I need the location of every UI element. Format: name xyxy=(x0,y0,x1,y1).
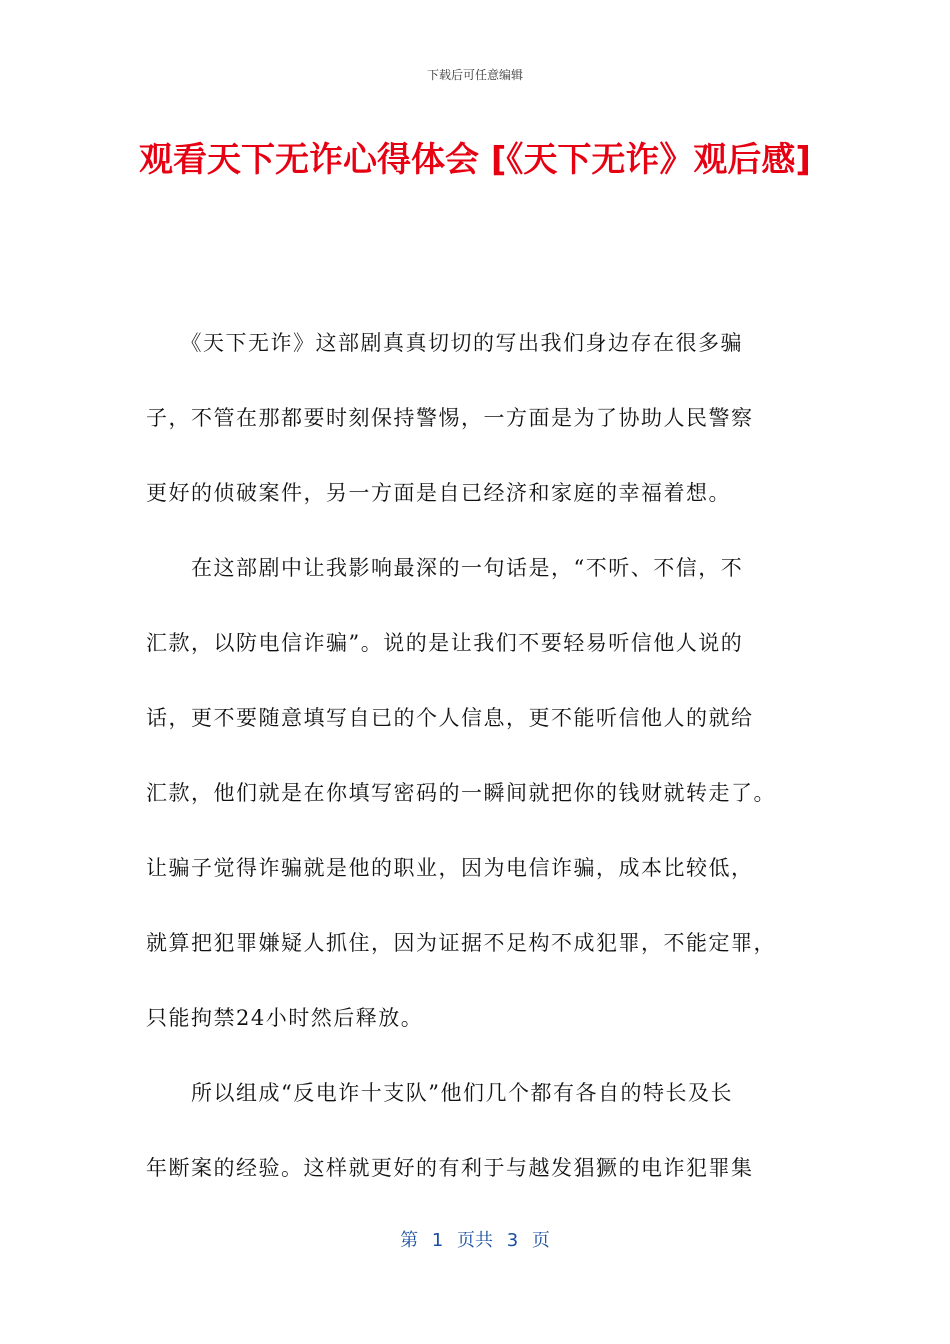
body-line: 只能拘禁24小时然后释放。 xyxy=(146,1006,424,1030)
body-line: 所以组成“反电诈十支队”他们几个都有各自的特长及长 xyxy=(146,1081,733,1105)
body-line: 年断案的经验。这样就更好的有利于与越发猖獗的电诈犯罪集 xyxy=(146,1156,754,1180)
body-line: 汇款，以防电信诈骗”。说的是让我们不要轻易听信他人说的 xyxy=(146,631,744,655)
document-title: 观看天下无诈心得体会 [《天下无诈》观后感] xyxy=(139,140,811,180)
body-line: 子，不管在那都要时刻保持警惕，一方面是为了协助人民警察 xyxy=(146,406,754,430)
document-body xyxy=(146,324,806,1224)
body-line: 《天下无诈》这部剧真真切切的写出我们身边存在很多骗 xyxy=(146,331,743,355)
header-note: 下载后可任意编辑 xyxy=(426,68,523,82)
body-line: 在这部剧中让我影响最深的一句话是，“不听、不信，不 xyxy=(146,556,744,580)
body-line: 让骗子觉得诈骗就是他的职业，因为电信诈骗，成本比较低， xyxy=(146,856,754,880)
body-line: 汇款，他们就是在你填写密码的一瞬间就把你的钱财就转走了。 xyxy=(146,781,776,805)
body-line: 更好的侦破案件，另一方面是自已经济和家庭的幸福着想。 xyxy=(146,481,731,505)
body-line: 就算把犯罪嫌疑人抓住，因为证据不足构不成犯罪，不能定罪， xyxy=(146,931,776,955)
page-footer: 第 1 页共 3 页 xyxy=(400,1230,550,1251)
body-line: 话，更不要随意填写自已的个人信息，更不能听信他人的就给 xyxy=(146,706,754,730)
